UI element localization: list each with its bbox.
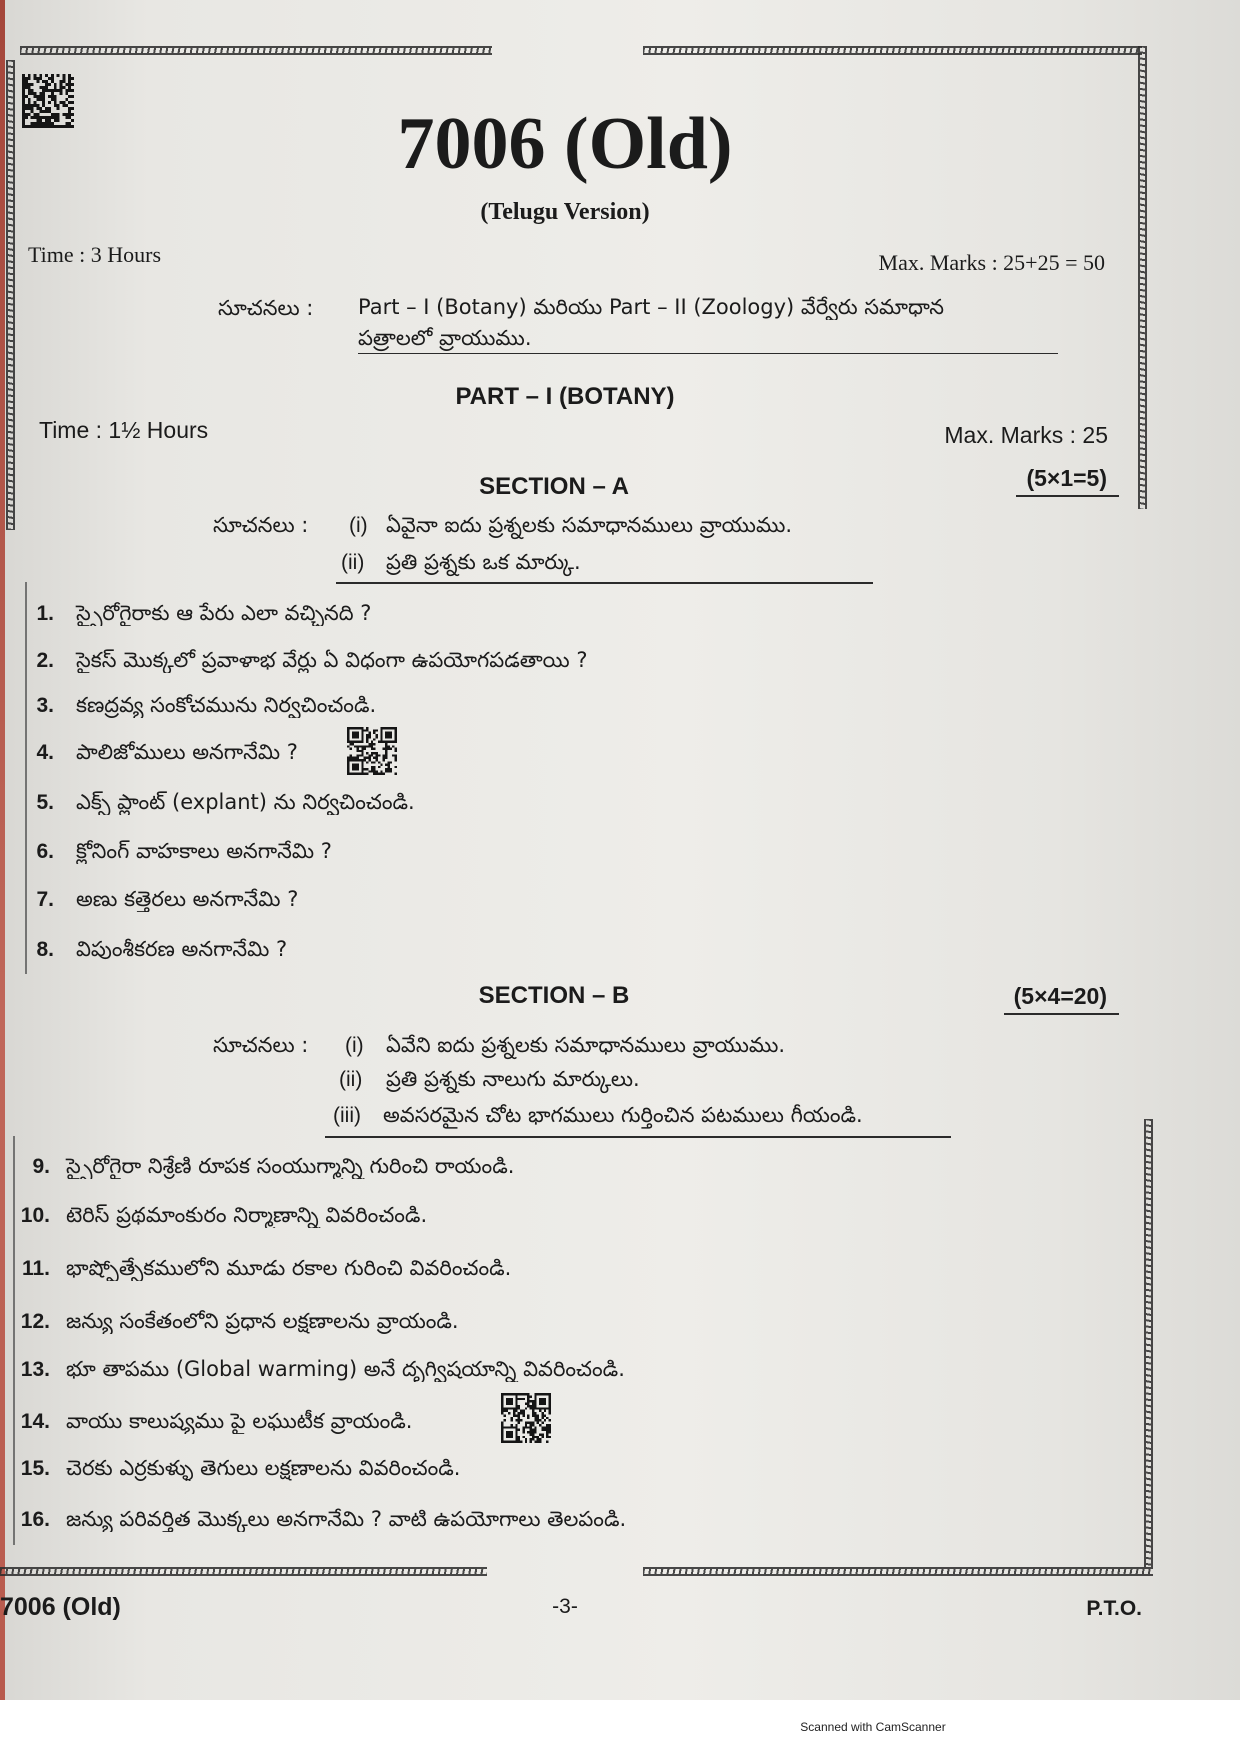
general-instructions-label: సూచనలు : bbox=[218, 296, 314, 320]
question-text: అణు కత్తెరలు అనగానేమి ? bbox=[76, 887, 299, 911]
section-a-margin-line bbox=[25, 582, 27, 974]
section-b-instruction-text: అవసరమైన చోట భాగములు గుర్తించిన పటములు గీయండి. bbox=[383, 1103, 863, 1127]
section-a-instruction-text: ప్రతి ప్రశ్నకు ఒక మార్కు. bbox=[386, 550, 581, 574]
question-text: స్పైరోగైరా నిశ్రేణి రూపక సంయుగ్మాన్ని గురించి రాయండి. bbox=[66, 1154, 515, 1178]
right-border-upper bbox=[1138, 46, 1147, 509]
question-number: 1. bbox=[36, 602, 54, 625]
scanner-watermark: Scanned with CamScanner bbox=[800, 1720, 946, 1734]
question-number: 15. bbox=[20, 1457, 50, 1480]
question-item bbox=[0, 647, 588, 673]
total-max-marks: Max. Marks : 25+25 = 50 bbox=[878, 250, 1105, 275]
section-a-instructions-label: సూచనలు : bbox=[213, 513, 309, 537]
total-time: Time : 3 Hours bbox=[28, 242, 162, 267]
question-text: సైకస్ మొక్కలో ప్రవాళాభ వేర్లు ఏ విధంగా ఉపయోగపడతాయి ? bbox=[76, 648, 588, 672]
question-text: వాయు కాలుష్యము పై లఘుటీక వ్రాయండి. bbox=[66, 1409, 413, 1433]
section-b-marks: (5×4=20) bbox=[1004, 983, 1119, 1015]
question-item bbox=[0, 1356, 625, 1382]
question-number: 5. bbox=[36, 791, 54, 814]
question-item bbox=[0, 692, 376, 718]
question-text: జన్యు సంకేతంలోని ప్రధాన లక్షణాలను వ్రాయండి. bbox=[66, 1309, 459, 1333]
question-item bbox=[0, 600, 371, 626]
top-border-left bbox=[20, 46, 492, 55]
section-b-instruction-text: ఏవేని ఐదు ప్రశ్నలకు సమాధానములు వ్రాయుము. bbox=[386, 1033, 786, 1057]
qr-code bbox=[347, 727, 397, 775]
section-a-marks: (5×1=5) bbox=[1016, 465, 1119, 497]
question-item bbox=[0, 1455, 460, 1481]
general-instructions-line-2: పత్రాలలో వ్రాయుము. bbox=[358, 326, 1058, 354]
section-a-instruction-number: (i) bbox=[349, 514, 368, 537]
section-b-instruction-text: ప్రతి ప్రశ్నకు నాలుగు మార్కులు. bbox=[386, 1067, 640, 1091]
question-number: 14. bbox=[20, 1410, 50, 1433]
question-number: 6. bbox=[36, 840, 54, 863]
question-item bbox=[0, 1506, 626, 1532]
question-item bbox=[0, 838, 332, 864]
part-time: Time : 1½ Hours bbox=[39, 417, 209, 443]
code-modules bbox=[501, 1393, 551, 1443]
general-instructions-line-1: Part – I (Botany) మరియు Part – II (Zoology) వేర్వేరు సమాధాన bbox=[358, 295, 944, 319]
code-modules bbox=[347, 727, 397, 775]
question-item bbox=[0, 886, 298, 912]
section-a-title: SECTION – A bbox=[479, 473, 629, 500]
section-b-margin-line bbox=[13, 1136, 15, 1545]
section-b-instructions-label: సూచనలు : bbox=[213, 1033, 309, 1057]
version-label: (Telugu Version) bbox=[480, 199, 650, 225]
data-matrix-code bbox=[22, 74, 74, 128]
question-number: 12. bbox=[20, 1310, 50, 1333]
section-a-instruction-text: ఏవైనా ఐదు ప్రశ్నలకు సమాధానములు వ్రాయుము. bbox=[386, 513, 793, 537]
bottom-border-right bbox=[643, 1567, 1153, 1576]
left-border-upper bbox=[6, 60, 15, 530]
right-border-lower bbox=[1144, 1119, 1153, 1567]
section-b-instructions-underline bbox=[325, 1136, 951, 1138]
question-text: టెరిస్ ప్రథమాంకురం నిర్మాణాన్ని వివరించండి. bbox=[66, 1203, 428, 1227]
part-max-marks: Max. Marks : 25 bbox=[944, 422, 1108, 448]
question-text: కణద్రవ్య సంకోచమును నిర్వచించండి. bbox=[76, 693, 377, 717]
question-item bbox=[0, 1202, 427, 1228]
question-number: 13. bbox=[20, 1358, 50, 1381]
question-number: 8. bbox=[36, 938, 54, 961]
section-b-instruction-number: (ii) bbox=[339, 1068, 363, 1091]
code-modules bbox=[22, 74, 74, 128]
question-text: చెరకు ఎర్రకుళ్ళు తెగులు లక్షణాలను వివరించండి. bbox=[66, 1456, 461, 1480]
question-text: విపుంశీకరణ అనగానేమి ? bbox=[76, 937, 288, 961]
question-number: 11. bbox=[21, 1257, 50, 1280]
question-number: 10. bbox=[20, 1204, 50, 1227]
section-b-instruction-number: (iii) bbox=[333, 1104, 361, 1127]
question-item bbox=[0, 936, 287, 962]
question-item bbox=[0, 1408, 413, 1434]
question-number: 7. bbox=[36, 888, 54, 911]
question-number: 4. bbox=[36, 741, 54, 764]
question-number: 9. bbox=[32, 1155, 50, 1178]
question-text: క్లోనింగ్ వాహకాలు అనగానేమి ? bbox=[76, 839, 332, 863]
section-a-instruction-number: (ii) bbox=[341, 551, 365, 574]
pto-label: P.T.O. bbox=[1086, 1597, 1142, 1620]
page-number: -3- bbox=[552, 1595, 578, 1618]
question-item bbox=[0, 1308, 459, 1334]
question-text: ఎక్స్ ప్లాంట్ (explant) ను నిర్వచించండి. bbox=[76, 790, 415, 814]
part-title: PART – I (BOTANY) bbox=[455, 383, 675, 410]
bottom-border-left bbox=[0, 1567, 487, 1576]
question-item bbox=[0, 1153, 514, 1179]
question-text: భాష్పోత్సేకములోని మూడు రకాల గురించి వివరించండి. bbox=[66, 1256, 512, 1280]
top-border-right bbox=[643, 46, 1142, 55]
question-text: స్పైరోగైరాకు ఆ పేరు ఎలా వచ్చినది ? bbox=[76, 601, 372, 625]
qr-code bbox=[501, 1393, 551, 1443]
section-b-title: SECTION – B bbox=[478, 982, 630, 1009]
footer-paper-code: 7006 (Old) bbox=[0, 1593, 121, 1621]
question-number: 2. bbox=[36, 649, 54, 672]
section-b-instruction-number: (i) bbox=[345, 1034, 364, 1057]
question-text: భూ తాపము (Global warming) అనే దృగ్విషయాన్ని వివరించండి. bbox=[66, 1357, 625, 1381]
question-text: పాలిజోములు అనగానేమి ? bbox=[76, 740, 298, 764]
question-number: 16. bbox=[20, 1508, 50, 1531]
question-item bbox=[0, 739, 298, 765]
question-item bbox=[0, 789, 415, 815]
question-text: జన్యు పరివర్తిత మొక్కలు అనగానేమి ? వాటి ఉపయోగాలు తెలపండి. bbox=[66, 1507, 627, 1531]
question-number: 3. bbox=[36, 694, 54, 717]
question-item bbox=[0, 1255, 511, 1281]
paper-code-title: 7006 (Old) bbox=[397, 103, 733, 185]
section-a-instructions-underline bbox=[336, 582, 873, 584]
